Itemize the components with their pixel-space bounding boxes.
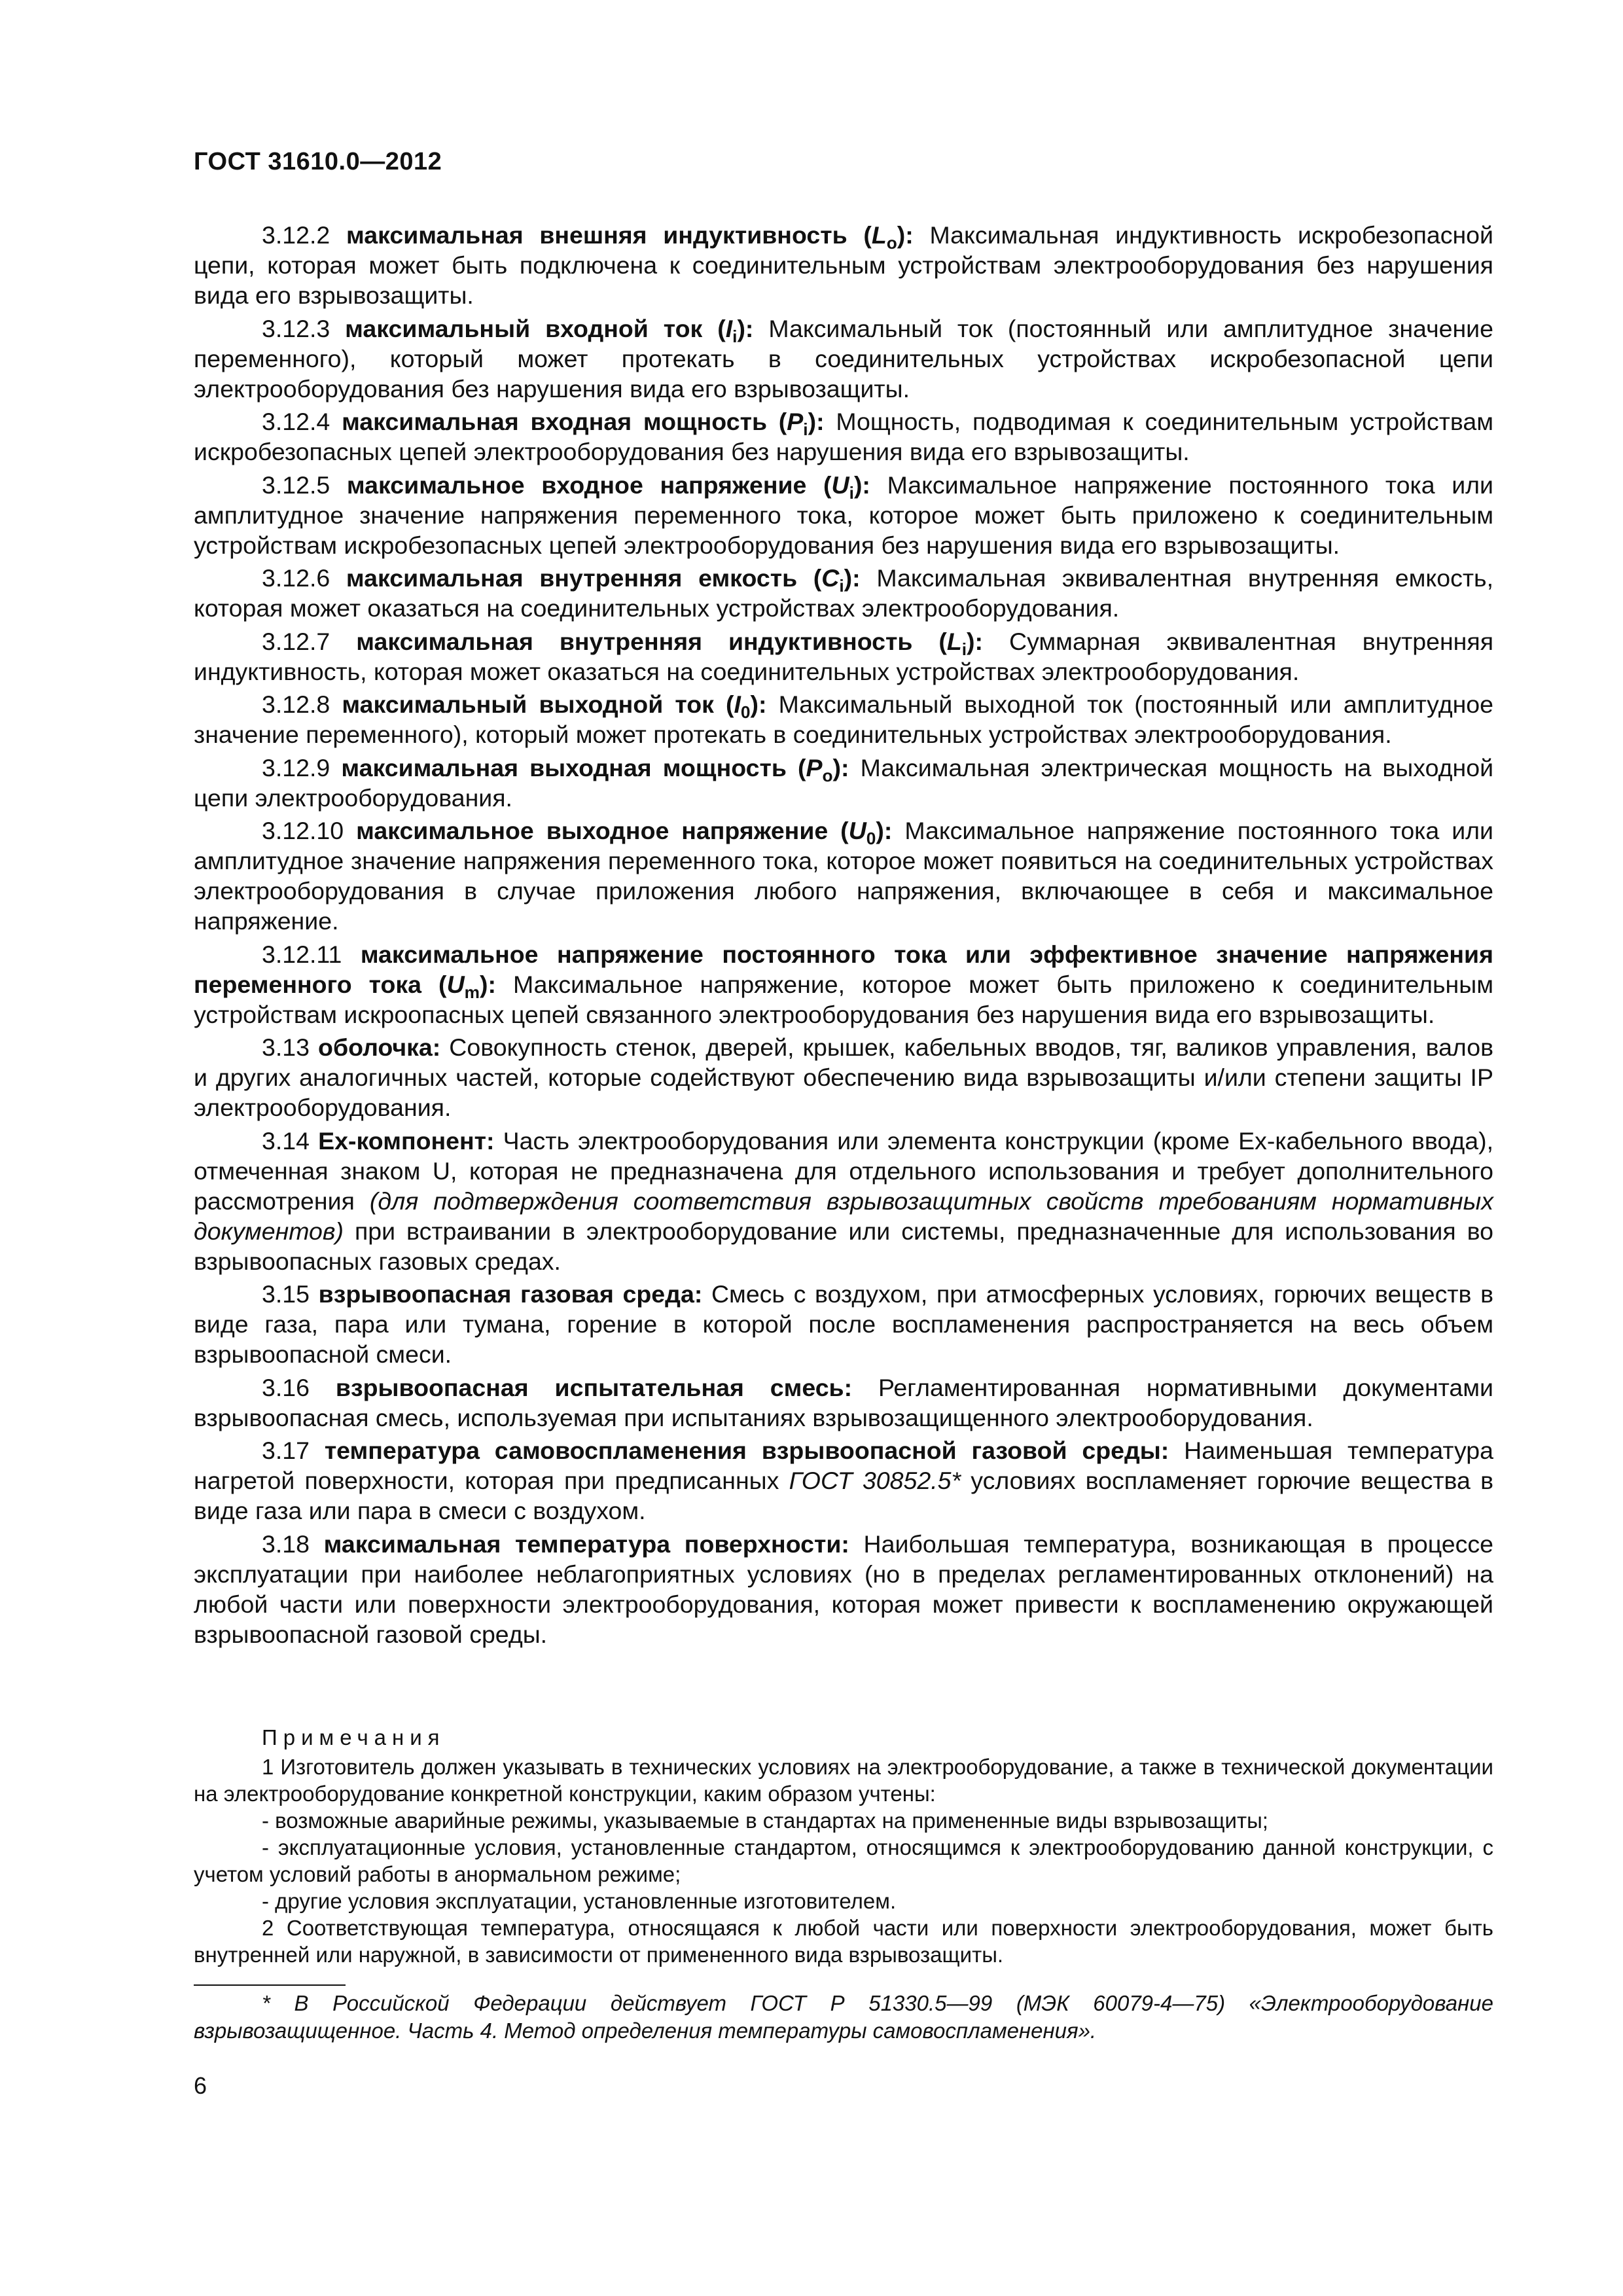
clause-number: 3.12.3	[262, 314, 330, 342]
footnote	[194, 1990, 1493, 2045]
definition-3-18	[194, 1529, 1493, 1649]
clause-number: 3.17	[262, 1437, 310, 1464]
footnote-divider	[194, 1984, 346, 1986]
definition-3-12-5	[194, 470, 1493, 560]
term: максимальная входная мощность $(P_i)$:	[342, 408, 825, 439]
clause-number: 3.12.10	[262, 817, 344, 844]
italic-insert: (для подтверждения соответствия взрывозащитных свойств требованиям нормативных документов)	[194, 1187, 1494, 1245]
clause-number: 3.12.9	[262, 753, 330, 781]
clause-number: 3.12.5	[262, 471, 330, 499]
page-header: ГОСТ 31610.0—2012	[194, 148, 442, 175]
clause-number: 3.12.2	[262, 221, 330, 249]
definition-text: Часть электрооборудования или элемента конструкции (кроме Ex-кабельного ввода), отмеченная знаком U, которая не предназначена для отдельного использования и требует дополнительного рассмотрения	[194, 1126, 1494, 1215]
definition-text: Максимальное напряжение, которое может быть приложено к соединительным устройствам искроопасных цепей связанного электрооборудования без нарушения вида его взрывозащиты.	[194, 970, 1493, 1028]
definition-3-12-9	[194, 753, 1493, 813]
definition-3-12-4	[194, 406, 1493, 467]
definition-text-continued: условиях воспламеняет горючие вещества в виде газа или пара в смеси с воздухом.	[194, 1467, 1494, 1524]
note-item: - возможные аварийные режимы, указываемые в стандартах на примененные виды взрывозащиты;	[262, 1808, 1268, 1833]
definition-text: Максимальный ток (постоянный или амплитудное значение переменного), который может протекать в соединительных устройствах искробезопасной цепи электрооборудования без нарушения вида его взрывозащиты.	[194, 314, 1493, 403]
definition-3-12-11	[194, 939, 1493, 1030]
term: взрывоопасная газовая среда:	[318, 1280, 703, 1308]
definition-3-15	[194, 1279, 1493, 1369]
definition-3-14	[194, 1126, 1493, 1276]
term: Ex-компонент:	[318, 1126, 495, 1155]
term: температура самовоспламенения взрывоопасной газовой среды:	[324, 1437, 1169, 1464]
standard-reference: ГОСТ 30852.5*	[789, 1467, 961, 1494]
clause-number: 3.15	[262, 1280, 310, 1308]
notes-section	[194, 1724, 1493, 1968]
clause-number: 3.16	[262, 1373, 310, 1401]
definition-3-12-7	[194, 626, 1493, 687]
definition-text: Максимальная индуктивность искробезопасной цепи, которая может быть подключена к соединительным устройствам электрооборудования без нарушения вида его взрывозащиты.	[194, 221, 1493, 309]
definition-text: Максимальное напряжение постоянного тока или амплитудное значение напряжения переменного тока, которое может появиться на соединительных устройствах электрооборудования в случае приложения любого напряжения, включающее в себя и максимальное напряжение.	[194, 817, 1493, 935]
definition-text: Суммарная эквивалентная внутренняя индуктивность, которая может оказаться на соединительных устройствах электрооборудования.	[194, 627, 1494, 685]
definition-text: Совокупность стенок, дверей, крышек, кабельных вводов, тяг, валиков управления, валов и других аналогичных частей, которые содействуют обеспечению вида взрывозащиты и/или степени защиты IP электрооборудования.	[194, 1033, 1494, 1121]
clause-number: 3.13	[262, 1033, 310, 1061]
definition-text: Мощность, подводимая к соединительным устройствам искробезопасных цепей электрооборудования без нарушения вида его взрывозащиты.	[194, 408, 1494, 465]
term: максимальная температура поверхности:	[323, 1530, 849, 1558]
definition-3-12-3	[194, 314, 1493, 404]
note-item: - эксплуатационные условия, установленные стандартом, относящимся к электрооборудованию данной конструкции, с учетом условий работы в анормальном режиме;	[194, 1835, 1493, 1886]
definition-3-12-6	[194, 563, 1493, 623]
term: оболочка:	[318, 1033, 441, 1061]
definition-3-16	[194, 1372, 1493, 1433]
definition-text: Максимальная эквивалентная внутренняя емкость, которая может оказаться на соединительных устройствах электрооборудования.	[194, 564, 1493, 622]
clause-number: 3.12.6	[262, 564, 330, 592]
note-item: 2 Соответствующая температура, относящаяся к любой части или поверхности электрооборудования, может быть внутренней или наружной, в зависимости от примененного вида взрывозащиты.	[194, 1916, 1493, 1967]
note-item: - другие условия эксплуатации, установленные изготовителем.	[262, 1889, 897, 1913]
term: максимальная внутренняя индуктивность $(L_i)$:	[356, 627, 984, 659]
definition-3-12-10	[194, 816, 1493, 936]
clause-number: 3.18	[262, 1530, 310, 1558]
definition-3-12-2	[194, 220, 1493, 310]
term: максимальный входной ток $(I_i)$:	[345, 314, 754, 346]
definition-text: Смесь с воздухом, при атмосферных условиях, горючих веществ в виде газа, пара или тумана, горение в которой после воспламенения распространяется на весь объем взрывоопасной смеси.	[194, 1280, 1494, 1368]
note-item: 1 Изготовитель должен указывать в технических условиях на электрооборудование, а также в технической документации на электрооборудование конкретной конструкции, каким образом учтены:	[194, 1755, 1493, 1806]
term: максимальная внешняя индуктивность $(L_o)$:	[346, 221, 914, 253]
term: максимальное выходное напряжение $(U_0)$:	[356, 817, 893, 848]
definition-text: Максимальный выходной ток (постоянный или амплитудное значение переменного), который может протекать в соединительных устройствах электрооборудования.	[194, 691, 1493, 748]
definition-text-continued: при встраивании в электрооборудование или системы, предназначенные для использования во взрывоопасных газовых средах.	[194, 1217, 1493, 1275]
definition-text: Максимальное напряжение постоянного тока или амплитудное значение напряжения переменного тока, которое может быть приложено к соединительным устройствам искробезопасных цепей электрооборудования без нарушения вида его взрывозащиты.	[194, 471, 1493, 559]
definition-3-13	[194, 1032, 1493, 1122]
definition-3-12-8	[194, 689, 1493, 749]
term: максимальное входное напряжение $(U_i)$:	[346, 471, 870, 503]
term: максимальный выходной ток $(I_0)$:	[342, 691, 767, 722]
clause-number: 3.14	[262, 1126, 310, 1155]
clause-number: 3.12.8	[262, 691, 330, 718]
definition-text: Регламентированная нормативными документами взрывоопасная смесь, используемая при испытаниях взрывозащищенного электрооборудования.	[194, 1373, 1493, 1431]
definition-text: Максимальная электрическая мощность на выходной цепи электрооборудования.	[194, 753, 1494, 812]
footnote-text: В Российской Федерации действует ГОСТ Р 51330.5—99 (МЭК 60079-4—75) «Электрооборудование взрывозащищенное. Часть 4. Метод определения температуры самовоспламенения».	[194, 1991, 1494, 2043]
term: взрывоопасная испытательная смесь:	[335, 1373, 853, 1401]
definition-3-17	[194, 1435, 1493, 1526]
body-text	[194, 220, 1493, 1652]
notes-title: Примечания	[262, 1725, 446, 1749]
definition-text: Наибольшая температура, возникающая в процессе эксплуатации при наиболее неблагоприятных условиях (но в пределах регламентированных отклонений) на любой части или поверхности электрооборудования, которая может привести к воспламенению окружающей взрывоопасной газовой среды.	[194, 1530, 1493, 1648]
term: максимальное напряжение постоянного тока или эффективное значение напряжения переменного тока $(U_m)$:	[194, 940, 1493, 1002]
clause-number: 3.12.4	[262, 408, 330, 435]
definition-text: Наименьшая температура нагретой поверхности, которая при предписанных	[194, 1437, 1494, 1494]
term: максимальная выходная мощность $(P_o)$:	[341, 753, 849, 785]
clause-number: 3.12.11	[262, 940, 342, 968]
footnote-marker: *	[262, 1991, 270, 2015]
page-number: 6	[194, 2072, 207, 2099]
term: максимальная внутренняя емкость $(C_i)$:	[346, 564, 861, 596]
clause-number: 3.12.7	[262, 627, 330, 655]
